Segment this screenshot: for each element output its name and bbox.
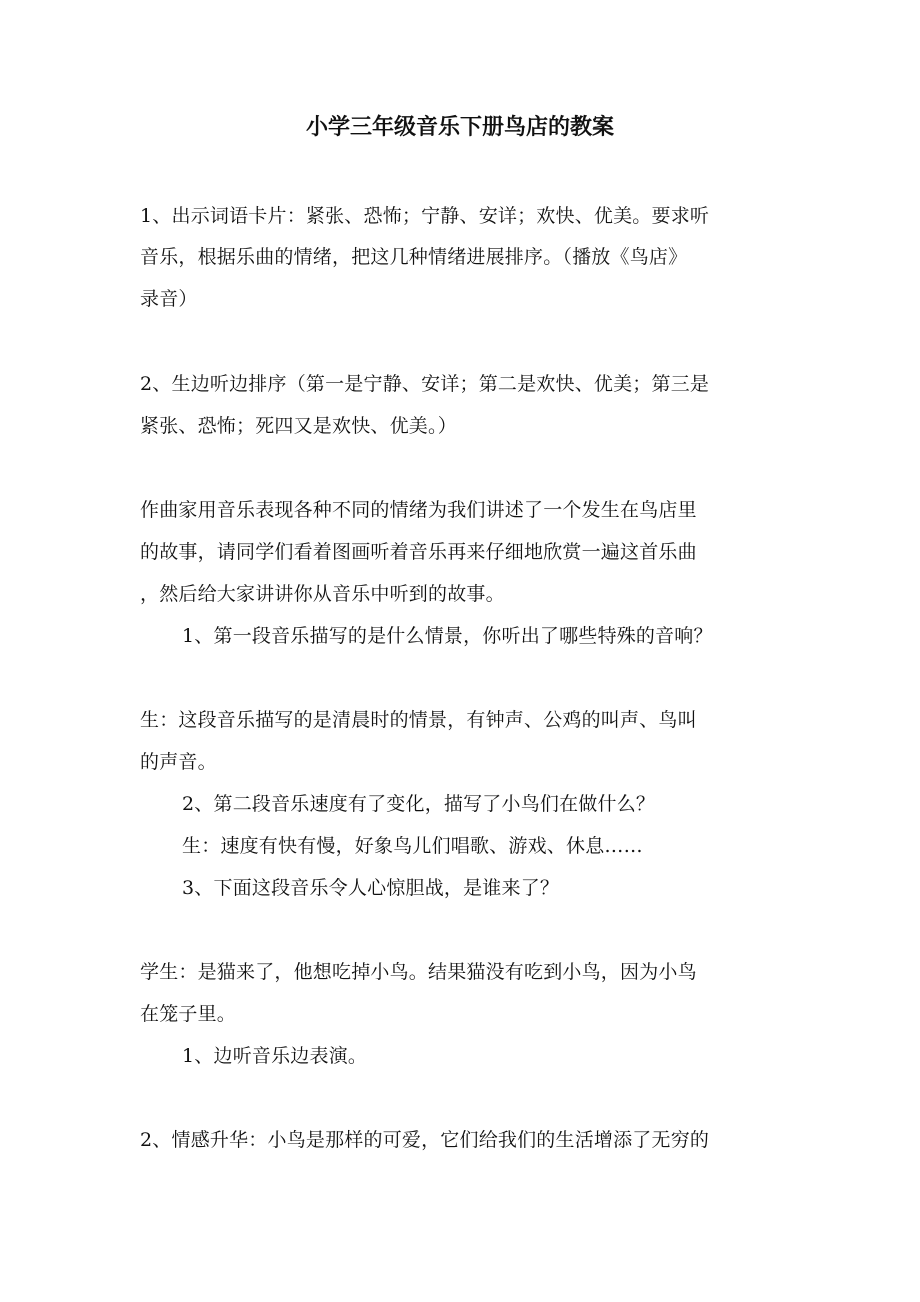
question-line: 2、第二段音乐速度有了变化，描写了小鸟们在做什么？ [182,793,656,815]
activity-line: 1、边听音乐边表演。 [182,1045,368,1067]
paragraph-line: 1、出示词语卡片：紧张、恐怖；宁静、安详；欢快、优美。要求听 [140,205,710,227]
question-line: 3、下面这段音乐令人心惊胆战，是谁来了？ [182,877,560,899]
paragraph-line: 2、情感升华：小鸟是那样的可爱，它们给我们的生活增添了无穷的 [140,1129,710,1151]
paragraph-line: 学生：是猫来了，他想吃掉小鸟。结果猫没有吃到小鸟，因为小鸟 [140,961,697,983]
paragraph-line: 的故事，请同学们看着图画听着音乐再来仔细地欣赏一遍这首乐曲 [140,541,697,563]
paragraph-line: ，然后给大家讲讲你从音乐中听到的故事。 [140,583,505,605]
paragraph-line: 紧张、恐怖；死四又是欢快、优美。） [140,415,457,437]
paragraph-line: 2、生边听边排序（第一是宁静、安详；第二是欢快、优美；第三是 [140,373,710,395]
page-title: 小学三年级音乐下册鸟店的教案 [305,114,614,140]
answer-line: 生：速度有快有慢，好象鸟儿们唱歌、游戏、休息…… [182,835,643,857]
paragraph-line: 作曲家用音乐表现各种不同的情绪为我们讲述了一个发生在鸟店里 [140,499,697,521]
paragraph-line: 在笼子里。 [140,1003,237,1025]
question-line: 1、第一段音乐描写的是什么情景，你听出了哪些特殊的音响？ [182,625,713,647]
paragraph-line: 音乐，根据乐曲的情绪，把这几种情绪进展排序。（播放《鸟店》 [140,246,688,268]
paragraph-line: 的声音。 [140,751,217,773]
paragraph-line: 录音） [140,288,198,310]
paragraph-line: 生：这段音乐描写的是清晨时的情景，有钟声、公鸡的叫声、鸟叫 [140,709,697,731]
